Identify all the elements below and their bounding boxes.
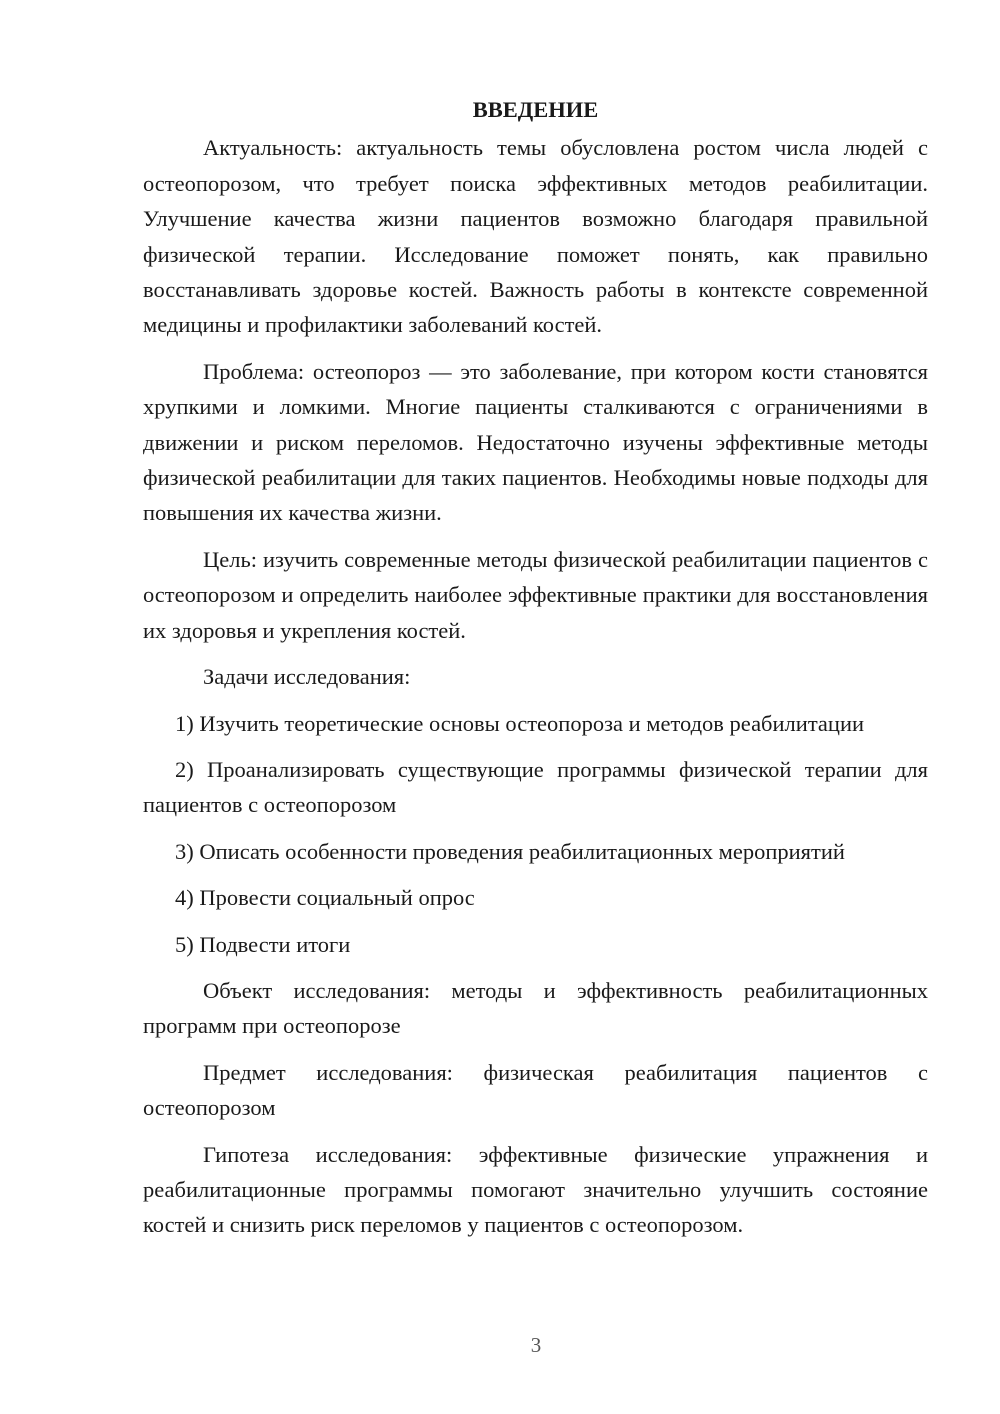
- paragraph-object: Объект исследования: методы и эффективность реабилитационных программ при остеопорозе: [143, 977, 928, 1039]
- paragraph-problem: Проблема: остеопороз — это заболевание, при котором кости становятся хрупкими и ломкими. Многие пациенты сталкиваются с ограничениями в движении и риском переломов. Недостаточно изучены эффективные методы физической реабилитации для таких пациентов. Необходимы новые подходы для повышения их качества жизни.: [143, 358, 928, 526]
- task-item-1: 1) Изучить теоретические основы остеопороза и методов реабилитации: [175, 710, 865, 736]
- page-number: 3: [530, 1333, 542, 1357]
- paragraph-goal: Цель: изучить современные методы физической реабилитации пациентов с остеопорозом и определить наиболее эффективные практики для восстановления их здоровья и укрепления костей.: [143, 546, 928, 643]
- page-content: [143, 92, 928, 1254]
- paragraph-subject: Предмет исследования: физическая реабилитация пациентов с остеопорозом: [143, 1059, 928, 1121]
- page-title: ВВЕДЕНИЕ: [472, 97, 599, 122]
- tasks-title: Задачи исследования:: [203, 664, 411, 690]
- task-item-3: 3) Описать особенности проведения реабилитационных мероприятий: [175, 838, 845, 864]
- task-item-4: 4) Провести социальный опрос: [175, 885, 475, 911]
- task-item-5: 5) Подвести итоги: [175, 931, 351, 957]
- paragraph-relevance: Актуальность: актуальность темы обусловлена ростом числа людей с остеопорозом, что требует поиска эффективных методов реабилитации. Улучшение качества жизни пациентов возможно благодаря правильной физической терапии. Исследование поможет понять, как правильно восстанавливать здоровье костей. Важность работы в контексте современной медицины и профилактики заболеваний костей.: [143, 135, 928, 338]
- task-item-2: 2) Проанализировать существующие программы физической терапии для пациентов с остеопорозом: [143, 756, 928, 818]
- paragraph-hypothesis: Гипотеза исследования: эффективные физические упражнения и реабилитационные программы помогают значительно улучшить состояние костей и снизить риск переломов у пациентов с остеопорозом.: [143, 1141, 928, 1238]
